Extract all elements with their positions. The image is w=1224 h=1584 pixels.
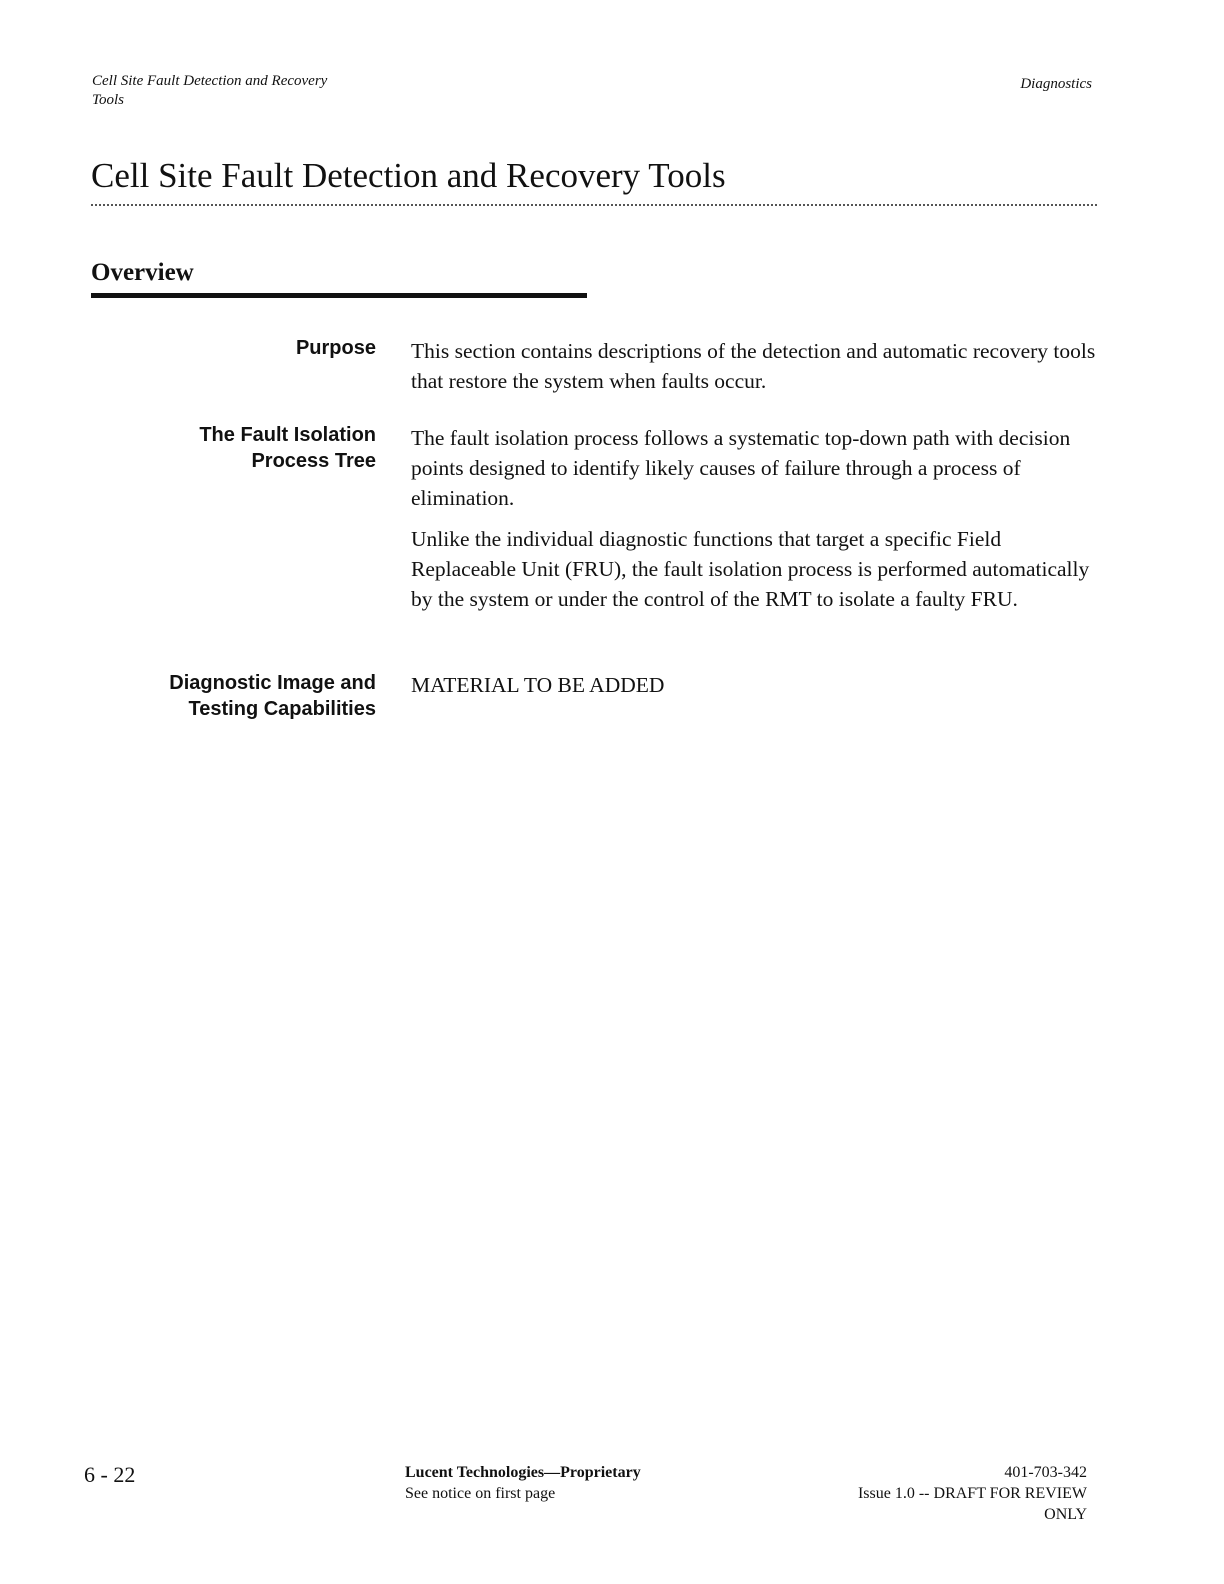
- side-label-line: The Fault Isolation: [199, 424, 376, 446]
- side-label-diagnostic-image: [76, 670, 376, 722]
- section-heading: Overview: [91, 259, 194, 286]
- block-diagnostic-image-text: [411, 670, 1101, 700]
- footer-company: Lucent Technologies—Proprietary: [405, 1464, 641, 1481]
- footer-issue-line1: Issue 1.0 -- DRAFT FOR REVIEW: [857, 1485, 1087, 1502]
- footer-notice: See notice on first page: [405, 1485, 556, 1502]
- section-heading-rule: [91, 293, 587, 298]
- side-label-line: Testing Capabilities: [188, 698, 376, 720]
- paragraph: MATERIAL TO BE ADDED: [411, 673, 665, 697]
- running-header-left-line2: Tools: [92, 92, 124, 108]
- side-label-purpose: [76, 335, 376, 361]
- paragraph: The fault isolation process follows a systematic top-down path with decision points designed to identify likely causes of failure through a process of elimination.: [411, 426, 1071, 510]
- side-label-line: Diagnostic Image and: [169, 672, 376, 694]
- side-label-fault-isolation: [76, 422, 376, 474]
- running-header-right: Diagnostics: [1020, 76, 1092, 92]
- paragraph: This section contains descriptions of the detection and automatic recovery tools that restore the system when faults occur.: [411, 339, 1096, 393]
- footer-center: [405, 1462, 641, 1504]
- running-header-left: [92, 72, 392, 110]
- side-label-line: Process Tree: [251, 450, 376, 472]
- footer-right: [787, 1462, 1087, 1525]
- side-label-line: Purpose: [295, 337, 376, 359]
- paragraph: Unlike the individual diagnostic functions that target a specific Field Replaceable Unit (FRU), the fault isolation process is performed automatically by the system or under the control of the RMT to isolate a faulty FRU.: [411, 527, 1090, 611]
- footer-doc-number: 401-703-342: [1004, 1464, 1087, 1481]
- page-title: Cell Site Fault Detection and Recovery Tools: [91, 156, 726, 195]
- footer-issue-line2: ONLY: [1044, 1506, 1087, 1523]
- running-header-left-line1: Cell Site Fault Detection and Recovery: [92, 73, 328, 89]
- block-fault-isolation-text: [411, 423, 1101, 614]
- title-dotted-rule: [91, 204, 1097, 206]
- footer-page-number: 6 - 22: [84, 1462, 136, 1487]
- block-purpose-text: [411, 336, 1101, 396]
